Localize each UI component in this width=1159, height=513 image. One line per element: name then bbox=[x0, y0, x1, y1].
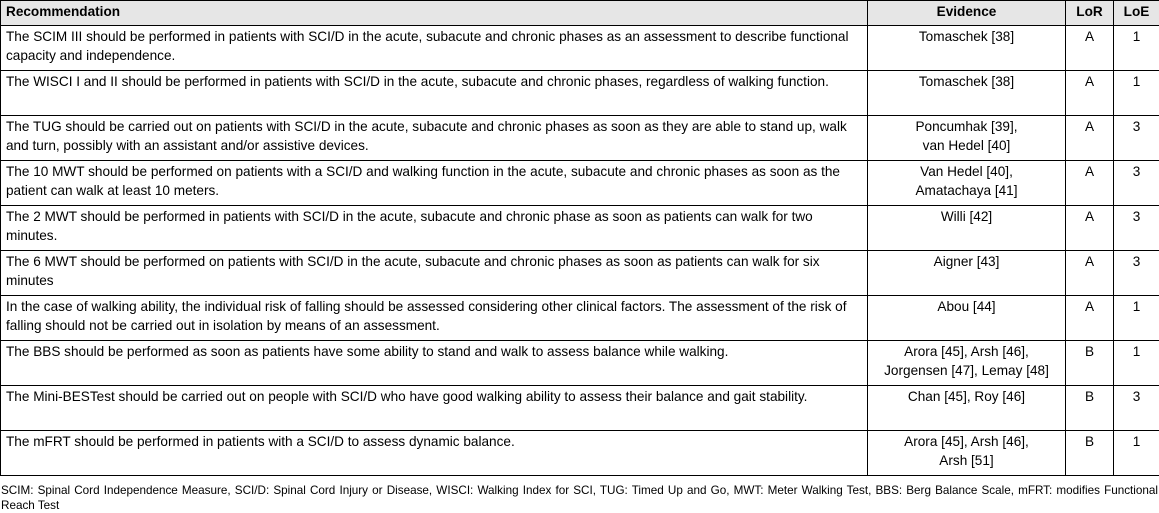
recommendation-cell: The 10 MWT should be performed on patients with a SCI/D and walking function in the acute, subacute and chronic phases as soon as the patient can walk at least 10 meters. bbox=[1, 161, 868, 206]
recommendation-cell: The 2 MWT should be performed in patients with SCI/D in the acute, subacute and chronic phase as soon as patients can walk for two minutes. bbox=[1, 206, 868, 251]
evidence-cell bbox=[868, 206, 1066, 251]
recommendation-cell: In the case of walking ability, the individual risk of falling should be assessed considering other clinical factors. The assessment of the risk of falling should not be carried out in isolation by means of an assessment. bbox=[1, 296, 868, 341]
recommendation-cell: The Mini-BESTest should be carried out on people with SCI/D who have good walking ability to assess their balance and gait stability. bbox=[1, 386, 868, 431]
header-row bbox=[1, 1, 1159, 26]
evidence-line: Arora [45], Arsh [46], bbox=[904, 434, 1029, 449]
table-row bbox=[1, 161, 1159, 206]
evidence-line: van Hedel [40] bbox=[922, 138, 1011, 153]
evidence-cell bbox=[868, 431, 1066, 476]
loe-cell: 1 bbox=[1114, 26, 1159, 71]
table-row bbox=[1, 26, 1159, 71]
recommendation-cell: The BBS should be performed as soon as patients have some ability to stand and walk to assess balance while walking. bbox=[1, 341, 868, 386]
evidence-line: Jorgensen [47], Lemay [48] bbox=[884, 363, 1049, 378]
evidence-line: Tomaschek [38] bbox=[918, 74, 1015, 89]
evidence-line: Tomaschek [38] bbox=[918, 29, 1015, 44]
lor-cell: A bbox=[1066, 296, 1114, 341]
recommendation-cell: The TUG should be carried out on patients with SCI/D in the acute, subacute and chronic phases as soon as they are able to stand up, walk and turn, possibly with an assistant and/or assistive devices. bbox=[1, 116, 868, 161]
evidence-cell bbox=[868, 386, 1066, 431]
lor-cell: B bbox=[1066, 341, 1114, 386]
evidence-line: Amatachaya [41] bbox=[915, 183, 1018, 198]
lor-cell: A bbox=[1066, 206, 1114, 251]
loe-cell: 1 bbox=[1114, 341, 1159, 386]
recommendation-cell: The mFRT should be performed in patients with a SCI/D to assess dynamic balance. bbox=[1, 431, 868, 476]
header-lor: LoR bbox=[1066, 1, 1114, 26]
evidence-line: Chan [45], Roy [46] bbox=[907, 389, 1026, 404]
evidence-line: Arora [45], Arsh [46], bbox=[904, 344, 1029, 359]
header-evidence: Evidence bbox=[868, 1, 1066, 26]
loe-cell: 1 bbox=[1114, 431, 1159, 476]
loe-cell: 3 bbox=[1114, 161, 1159, 206]
lor-cell: B bbox=[1066, 431, 1114, 476]
evidence-line: Arsh [51] bbox=[939, 453, 994, 468]
evidence-cell bbox=[868, 296, 1066, 341]
loe-cell: 1 bbox=[1114, 296, 1159, 341]
evidence-cell bbox=[868, 26, 1066, 71]
table-row bbox=[1, 296, 1159, 341]
evidence-line: Willi [42] bbox=[940, 209, 993, 224]
evidence-cell bbox=[868, 251, 1066, 296]
lor-cell: A bbox=[1066, 116, 1114, 161]
lor-cell: A bbox=[1066, 71, 1114, 116]
evidence-line: Aigner [43] bbox=[933, 254, 1000, 269]
loe-cell: 3 bbox=[1114, 206, 1159, 251]
lor-cell: B bbox=[1066, 386, 1114, 431]
header-loe: LoE bbox=[1114, 1, 1159, 26]
evidence-line: Van Hedel [40], bbox=[920, 164, 1013, 179]
table-row bbox=[1, 206, 1159, 251]
table-row bbox=[1, 386, 1159, 431]
evidence-cell bbox=[868, 161, 1066, 206]
evidence-cell bbox=[868, 71, 1066, 116]
recommendation-cell: The WISCI I and II should be performed in patients with SCI/D in the acute, subacute and chronic phases, regardless of walking function. bbox=[1, 71, 868, 116]
loe-cell: 3 bbox=[1114, 386, 1159, 431]
lor-cell: A bbox=[1066, 161, 1114, 206]
table-footnote: SCIM: Spinal Cord Independence Measure, SCI/D: Spinal Cord Injury or Disease, WISCI: Walking Index for SCI, TUG: Timed Up and Go, MWT: Meter Walking Test, BBS: Berg Balance Scale, mFRT: modifies Functional Reach Test bbox=[1, 484, 1158, 512]
loe-cell: 1 bbox=[1114, 71, 1159, 116]
table-row bbox=[1, 71, 1159, 116]
evidence-cell bbox=[868, 341, 1066, 386]
evidence-line: Abou [44] bbox=[937, 299, 996, 314]
lor-cell: A bbox=[1066, 26, 1114, 71]
loe-cell: 3 bbox=[1114, 251, 1159, 296]
loe-cell: 3 bbox=[1114, 116, 1159, 161]
recommendation-cell: The 6 MWT should be performed on patients with SCI/D in the acute, subacute and chronic phases as soon as patients can walk for six minutes bbox=[1, 251, 868, 296]
evidence-cell bbox=[868, 116, 1066, 161]
lor-cell: A bbox=[1066, 251, 1114, 296]
table-row bbox=[1, 341, 1159, 386]
recommendation-cell: The SCIM III should be performed in patients with SCI/D in the acute, subacute and chronic phases as an assessment to describe functional capacity and independence. bbox=[1, 26, 868, 71]
table-row bbox=[1, 251, 1159, 296]
table-row bbox=[1, 116, 1159, 161]
table-row bbox=[1, 431, 1159, 476]
evidence-line: Poncumhak [39], bbox=[915, 119, 1018, 134]
header-recommendation: Recommendation bbox=[1, 1, 868, 26]
